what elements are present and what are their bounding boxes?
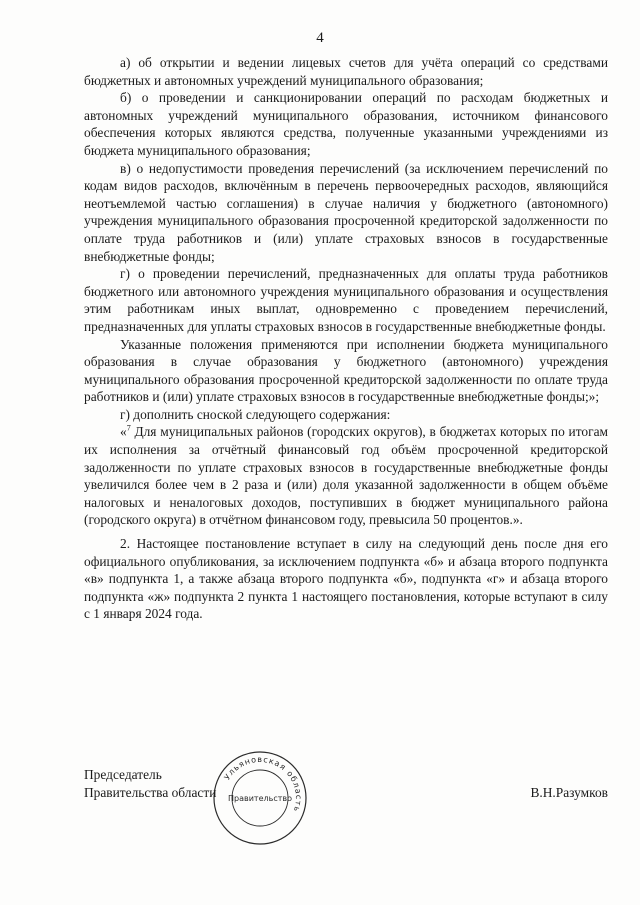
paragraph-footnote-intro: г) дополнить сноской следующего содержания: [120, 406, 391, 422]
official-seal [210, 748, 310, 848]
footnote-marker: 7 [126, 424, 131, 433]
paragraph-g: г) о проведении перечислений, предназначенных для оплаты труда работников бюджетного или автономного учреждения муниципального образования и осуществления этим работникам иных выплат, одновременно с проведением перечислений, предназначенных для уплаты страховых взносов в государственные внебюджетные фонды. [84, 266, 608, 334]
paragraph-a: а) об открытии и ведении лицевых счетов для учёта операций со средствами бюджетных и автономных учреждений муниципального образования; [84, 55, 608, 88]
footnote-body: Для муниципальных районов (городских округов), в бюджетах которых по итогам их исполнения за отчётный финансовый год объём просроченной кредиторской задолженности по уплате страховых взносов в государственные внебюджетные фонды увеличился более чем в 2 раза и (или) доля указанной задолженности в общем объёме налоговых и неналоговых доходов, поступивших в бюджет муниципального района (городского округа) в отчётном финансовом году, превысила 50 процентов.». [84, 424, 608, 528]
document-body [84, 54, 608, 623]
seal-center-text: Правительство [228, 794, 292, 803]
footnote-text [84, 423, 608, 529]
seal-ring-text: Ульяновская область [222, 754, 304, 814]
paragraph-b: б) о проведении и санкционировании операций по расходам бюджетных и автономных учреждений муниципального образования, источником финансового обеспечения которых являются средства, полученные указанными учреждениями из бюджета муниципального образования; [84, 90, 608, 158]
signatory-title [84, 766, 216, 802]
paragraph-provisions: Указанные положения применяются при исполнении бюджета муниципального образования в случае образования у бюджетного (автономного) учреждения муниципального образования просроченной кредиторской задолженности по оплате труда работников и (или) уплате страховых взносов в государственные внебюджетные фонды;»; [84, 336, 608, 405]
signatory-title-line-1: Председатель [84, 767, 162, 782]
signatory-name: В.Н.Разумков [530, 785, 608, 800]
clause-2: 2. Настоящее постановление вступает в силу на следующий день после дня его официального опубликования, за исключением подпункта «б» и абзаца второго подпункта «в» подпункта 1, а также абзаца второго подпункта «б», подпункта «г» и абзаца второго подпункта «ж» подпункта 2 пункта 1 настоящего постановления, которые вступают в силу с 1 января 2024 года. [84, 536, 608, 622]
footnote-open-quote: « [120, 424, 127, 440]
page-number: 4 [316, 30, 324, 46]
signatory-title-line-2: Правительства области [84, 785, 217, 800]
paragraph-v: в) о недопустимости проведения перечислений (за исключением перечислений по кодам видов расходов, включённым в перечень первоочередных расходов, являющийся неотъемлемой частью соглашения) в случае наличия у бюджетного (автономного) учреждения муниципального образования просроченной кредиторской задолженности по оплате труда работников и (или) уплате страховых взносов в государственные внебюджетные фонды; [84, 160, 608, 264]
